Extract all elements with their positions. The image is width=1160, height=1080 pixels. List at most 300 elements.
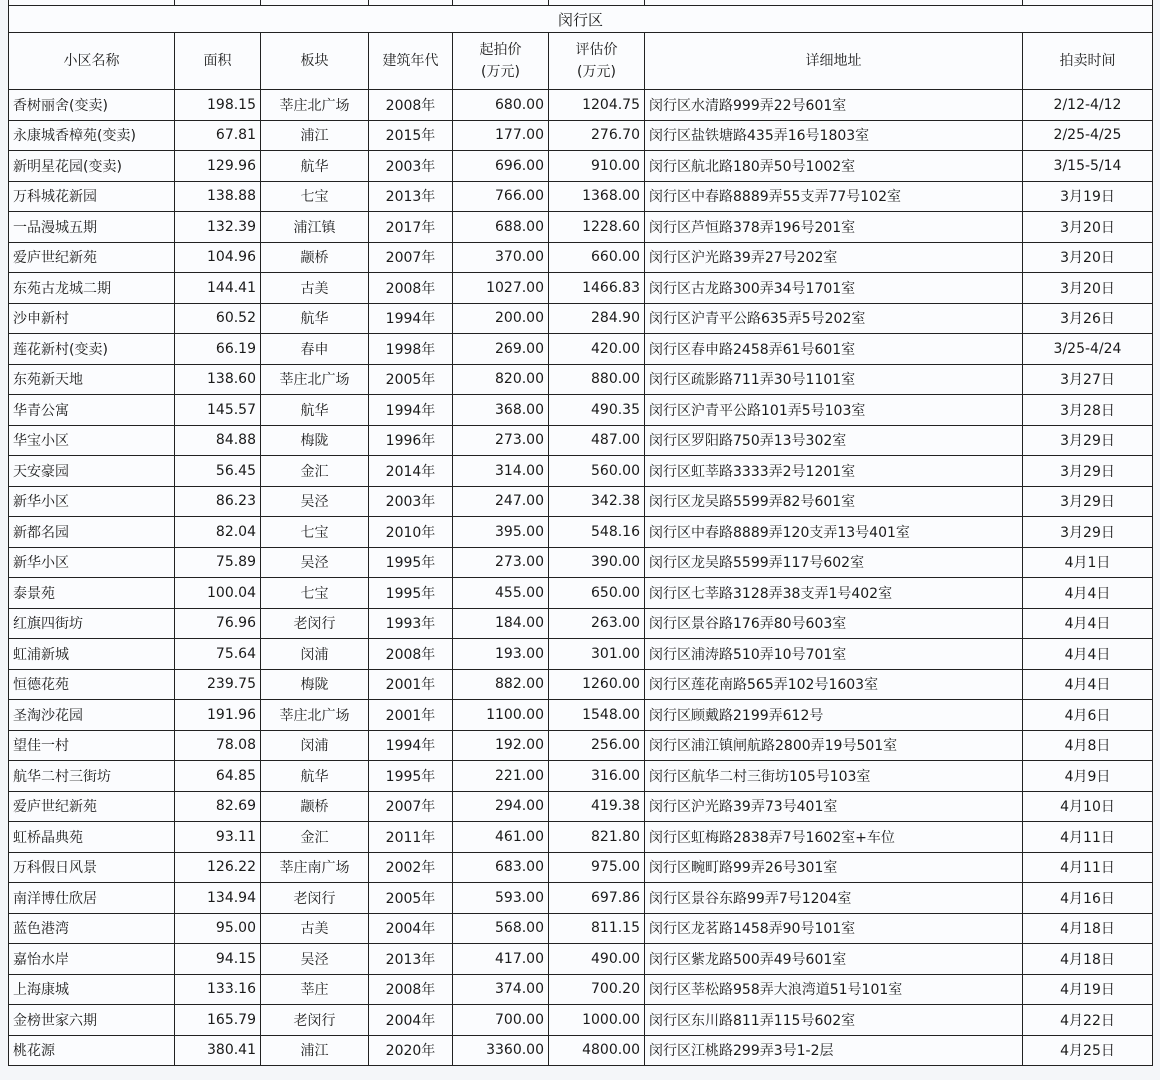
- cell-auction-time: 3月29日: [1023, 517, 1153, 548]
- cell-sector: 航华: [261, 151, 369, 182]
- cell-start-price: 688.00: [453, 212, 549, 243]
- table-row: [9, 456, 1153, 487]
- cell-auction-time: 3月29日: [1023, 456, 1153, 487]
- cell-start-price: 374.00: [453, 974, 549, 1005]
- cell-year: 1994年: [369, 303, 453, 334]
- cell-sector: 闵浦: [261, 730, 369, 761]
- cell-year: 2003年: [369, 486, 453, 517]
- cell-year: 2010年: [369, 517, 453, 548]
- table-row: [9, 1035, 1153, 1066]
- cell-start-price: 882.00: [453, 669, 549, 700]
- cell-eval-price: 1260.00: [549, 669, 645, 700]
- cell-sector: 老闵行: [261, 883, 369, 914]
- cell-auction-time: 3月20日: [1023, 242, 1153, 273]
- cell-name: 恒德花苑: [9, 669, 175, 700]
- table-row: [9, 242, 1153, 273]
- cell-area: 133.16: [175, 974, 261, 1005]
- cell-eval-price: 419.38: [549, 791, 645, 822]
- cell-address: 闵行区中春路8889弄55支弄77号102室: [645, 181, 1023, 212]
- table-row: [9, 791, 1153, 822]
- cell-start-price: 273.00: [453, 425, 549, 456]
- cell-address: 闵行区疏影路711弄30号1101室: [645, 364, 1023, 395]
- cell-address: 闵行区虹莘路3333弄2号1201室: [645, 456, 1023, 487]
- cell-area: 198.15: [175, 90, 261, 121]
- cell-name: 爱庐世纪新苑: [9, 242, 175, 273]
- cell-area: 75.64: [175, 639, 261, 670]
- cell-address: 闵行区莲花南路565弄102号1603室: [645, 669, 1023, 700]
- district-title-row: [9, 6, 1153, 33]
- cell-auction-time: 3月20日: [1023, 273, 1153, 304]
- table-row: [9, 1005, 1153, 1036]
- cell-name: 华宝小区: [9, 425, 175, 456]
- cell-sector: 七宝: [261, 517, 369, 548]
- cell-eval-price: 660.00: [549, 242, 645, 273]
- cell-year: 2014年: [369, 456, 453, 487]
- cell-sector: 浦江镇: [261, 212, 369, 243]
- cell-address: 闵行区中春路8889弄120支弄13号401室: [645, 517, 1023, 548]
- cell-area: 82.69: [175, 791, 261, 822]
- cell-auction-time: 4月11日: [1023, 822, 1153, 853]
- cell-name: 一品漫城五期: [9, 212, 175, 243]
- cell-start-price: 766.00: [453, 181, 549, 212]
- cell-sector: 航华: [261, 761, 369, 792]
- cell-year: 1995年: [369, 761, 453, 792]
- table-row: [9, 608, 1153, 639]
- cell-name: 爱庐世纪新苑: [9, 791, 175, 822]
- table-row: [9, 425, 1153, 456]
- cell-name: 沙申新村: [9, 303, 175, 334]
- cell-name: 新华小区: [9, 547, 175, 578]
- cell-auction-time: 4月4日: [1023, 669, 1153, 700]
- cell-address: 闵行区畹町路99弄26号301室: [645, 852, 1023, 883]
- header-area: 面积: [175, 33, 261, 90]
- cell-eval-price: 490.35: [549, 395, 645, 426]
- cell-start-price: 273.00: [453, 547, 549, 578]
- cell-year: 2013年: [369, 944, 453, 975]
- cell-name: 莲花新村(变卖): [9, 334, 175, 365]
- cell-area: 134.94: [175, 883, 261, 914]
- cell-eval-price: 316.00: [549, 761, 645, 792]
- header-eval-price-line2: (万元): [577, 64, 616, 80]
- header-auction-time: 拍卖时间: [1023, 33, 1153, 90]
- cell-name: 万科城花新园: [9, 181, 175, 212]
- cell-sector: 古美: [261, 913, 369, 944]
- cell-address: 闵行区龙吴路5599弄117号602室: [645, 547, 1023, 578]
- cell-eval-price: 548.16: [549, 517, 645, 548]
- cell-year: 1993年: [369, 608, 453, 639]
- cell-address: 闵行区罗阳路750弄13号302室: [645, 425, 1023, 456]
- cell-sector: 吴泾: [261, 944, 369, 975]
- cell-year: 2005年: [369, 364, 453, 395]
- cell-auction-time: 4月22日: [1023, 1005, 1153, 1036]
- cell-area: 144.41: [175, 273, 261, 304]
- cell-address: 闵行区龙吴路5599弄82号601室: [645, 486, 1023, 517]
- cell-sector: 莘庄南广场: [261, 852, 369, 883]
- cell-eval-price: 821.80: [549, 822, 645, 853]
- cell-name: 永康城香樟苑(变卖): [9, 120, 175, 151]
- cell-sector: 莘庄北广场: [261, 364, 369, 395]
- cell-start-price: 1100.00: [453, 700, 549, 731]
- cell-sector: 吴泾: [261, 547, 369, 578]
- cell-address: 闵行区景谷东路99弄7号1204室: [645, 883, 1023, 914]
- cell-address: 闵行区东川路811弄115号602室: [645, 1005, 1023, 1036]
- cell-name: 蓝色港湾: [9, 913, 175, 944]
- cell-year: 2015年: [369, 120, 453, 151]
- cell-area: 64.85: [175, 761, 261, 792]
- cell-name: 上海康城: [9, 974, 175, 1005]
- header-eval-price: [549, 33, 645, 90]
- cell-year: 2008年: [369, 90, 453, 121]
- cell-name: 天安豪园: [9, 456, 175, 487]
- cell-area: 138.60: [175, 364, 261, 395]
- cell-start-price: 247.00: [453, 486, 549, 517]
- cell-auction-time: 4月6日: [1023, 700, 1153, 731]
- cell-address: 闵行区顾戴路2199弄612号: [645, 700, 1023, 731]
- cell-year: 2017年: [369, 212, 453, 243]
- cell-year: 2002年: [369, 852, 453, 883]
- cell-auction-time: 3/15-5/14: [1023, 151, 1153, 182]
- cell-start-price: 568.00: [453, 913, 549, 944]
- cell-address: 闵行区古龙路300弄34号1701室: [645, 273, 1023, 304]
- cell-sector: 金汇: [261, 456, 369, 487]
- cell-start-price: 370.00: [453, 242, 549, 273]
- cell-eval-price: 276.70: [549, 120, 645, 151]
- header-address: 详细地址: [645, 33, 1023, 90]
- table-row: [9, 547, 1153, 578]
- header-start-price: [453, 33, 549, 90]
- cell-name: 虹浦新城: [9, 639, 175, 670]
- cell-sector: 浦江: [261, 1035, 369, 1066]
- cell-auction-time: 4月19日: [1023, 974, 1153, 1005]
- cell-auction-time: 4月11日: [1023, 852, 1153, 883]
- cell-name: 万科假日风景: [9, 852, 175, 883]
- cell-name: 圣淘沙花园: [9, 700, 175, 731]
- cell-sector: 莘庄: [261, 974, 369, 1005]
- cell-start-price: 417.00: [453, 944, 549, 975]
- cell-address: 闵行区浦江镇闸航路2800弄19号501室: [645, 730, 1023, 761]
- cell-eval-price: 560.00: [549, 456, 645, 487]
- table-row: [9, 974, 1153, 1005]
- auction-listing-sheet: [8, 0, 1152, 1066]
- cell-year: 1994年: [369, 395, 453, 426]
- cell-auction-time: 4月1日: [1023, 547, 1153, 578]
- table-row: [9, 578, 1153, 609]
- cell-year: 1998年: [369, 334, 453, 365]
- cell-start-price: 177.00: [453, 120, 549, 151]
- cell-start-price: 184.00: [453, 608, 549, 639]
- cell-address: 闵行区沪青平公路635弄5号202室: [645, 303, 1023, 334]
- cell-auction-time: 2/25-4/25: [1023, 120, 1153, 151]
- cell-year: 1995年: [369, 578, 453, 609]
- cell-eval-price: 301.00: [549, 639, 645, 670]
- table-row: [9, 639, 1153, 670]
- table-row: [9, 151, 1153, 182]
- table-row: [9, 852, 1153, 883]
- cell-area: 239.75: [175, 669, 261, 700]
- table-row: [9, 334, 1153, 365]
- cell-auction-time: 4月9日: [1023, 761, 1153, 792]
- cell-auction-time: 3月19日: [1023, 181, 1153, 212]
- cell-start-price: 395.00: [453, 517, 549, 548]
- cell-area: 380.41: [175, 1035, 261, 1066]
- cell-start-price: 683.00: [453, 852, 549, 883]
- header-year: 建筑年代: [369, 33, 453, 90]
- cell-area: 165.79: [175, 1005, 261, 1036]
- cell-name: 新明星花园(变卖): [9, 151, 175, 182]
- cell-eval-price: 910.00: [549, 151, 645, 182]
- auction-table: [8, 0, 1153, 1066]
- cell-start-price: 696.00: [453, 151, 549, 182]
- header-start-price-line1: 起拍价: [479, 42, 522, 58]
- table-header-row: [9, 33, 1153, 90]
- cell-start-price: 269.00: [453, 334, 549, 365]
- cell-address: 闵行区龙茗路1458弄90号101室: [645, 913, 1023, 944]
- cell-auction-time: 4月8日: [1023, 730, 1153, 761]
- cell-address: 闵行区景谷路176弄80号603室: [645, 608, 1023, 639]
- cell-auction-time: 4月25日: [1023, 1035, 1153, 1066]
- cell-area: 93.11: [175, 822, 261, 853]
- cell-eval-price: 390.00: [549, 547, 645, 578]
- cell-area: 94.15: [175, 944, 261, 975]
- cell-eval-price: 697.86: [549, 883, 645, 914]
- cell-area: 66.19: [175, 334, 261, 365]
- cell-sector: 七宝: [261, 181, 369, 212]
- table-row: [9, 181, 1153, 212]
- cell-year: 2008年: [369, 639, 453, 670]
- cell-name: 南洋博仕欣居: [9, 883, 175, 914]
- cell-year: 2011年: [369, 822, 453, 853]
- cell-start-price: 200.00: [453, 303, 549, 334]
- cell-start-price: 455.00: [453, 578, 549, 609]
- cell-name: 新华小区: [9, 486, 175, 517]
- cell-sector: 吴泾: [261, 486, 369, 517]
- cell-auction-time: 4月18日: [1023, 913, 1153, 944]
- cell-eval-price: 650.00: [549, 578, 645, 609]
- cell-eval-price: 490.00: [549, 944, 645, 975]
- cell-start-price: 820.00: [453, 364, 549, 395]
- cell-address: 闵行区航华二村三街坊105号103室: [645, 761, 1023, 792]
- cell-sector: 颛桥: [261, 242, 369, 273]
- cell-name: 华青公寓: [9, 395, 175, 426]
- cell-area: 67.81: [175, 120, 261, 151]
- cell-area: 129.96: [175, 151, 261, 182]
- cell-address: 闵行区莘松路958弄大浪湾道51号101室: [645, 974, 1023, 1005]
- cell-eval-price: 700.20: [549, 974, 645, 1005]
- table-row: [9, 913, 1153, 944]
- cell-eval-price: 256.00: [549, 730, 645, 761]
- cell-year: 2003年: [369, 151, 453, 182]
- table-row: [9, 761, 1153, 792]
- cell-sector: 浦江: [261, 120, 369, 151]
- cell-eval-price: 1228.60: [549, 212, 645, 243]
- cell-address: 闵行区水清路999弄22号601室: [645, 90, 1023, 121]
- cell-address: 闵行区春申路2458弄61号601室: [645, 334, 1023, 365]
- cell-eval-price: 1000.00: [549, 1005, 645, 1036]
- cell-start-price: 680.00: [453, 90, 549, 121]
- cell-start-price: 461.00: [453, 822, 549, 853]
- cell-year: 2005年: [369, 883, 453, 914]
- cell-year: 2001年: [369, 669, 453, 700]
- cell-auction-time: 3月29日: [1023, 486, 1153, 517]
- cell-area: 95.00: [175, 913, 261, 944]
- header-start-price-line2: (万元): [481, 64, 520, 80]
- cell-year: 2007年: [369, 791, 453, 822]
- cell-auction-time: 4月18日: [1023, 944, 1153, 975]
- cell-address: 闵行区虹梅路2838弄7号1602室+车位: [645, 822, 1023, 853]
- cell-start-price: 368.00: [453, 395, 549, 426]
- cell-name: 东苑古龙城二期: [9, 273, 175, 304]
- cell-year: 2007年: [369, 242, 453, 273]
- cell-auction-time: 3月28日: [1023, 395, 1153, 426]
- cell-year: 2008年: [369, 974, 453, 1005]
- cell-eval-price: 284.90: [549, 303, 645, 334]
- cell-name: 望佳一村: [9, 730, 175, 761]
- table-row: [9, 730, 1153, 761]
- cell-area: 76.96: [175, 608, 261, 639]
- table-row: [9, 395, 1153, 426]
- cell-sector: 古美: [261, 273, 369, 304]
- cell-eval-price: 342.38: [549, 486, 645, 517]
- cell-area: 132.39: [175, 212, 261, 243]
- cell-name: 泰景苑: [9, 578, 175, 609]
- cell-eval-price: 1368.00: [549, 181, 645, 212]
- table-row: [9, 303, 1153, 334]
- cell-auction-time: 4月16日: [1023, 883, 1153, 914]
- cell-auction-time: 2/12-4/12: [1023, 90, 1153, 121]
- cell-start-price: 192.00: [453, 730, 549, 761]
- cell-sector: 航华: [261, 303, 369, 334]
- cell-eval-price: 263.00: [549, 608, 645, 639]
- cell-sector: 航华: [261, 395, 369, 426]
- cell-year: 2001年: [369, 700, 453, 731]
- cell-auction-time: 4月4日: [1023, 578, 1153, 609]
- cell-name: 新都名园: [9, 517, 175, 548]
- cell-year: 1994年: [369, 730, 453, 761]
- cell-area: 138.88: [175, 181, 261, 212]
- cell-sector: 梅陇: [261, 669, 369, 700]
- cell-year: 2008年: [369, 273, 453, 304]
- cell-year: 2020年: [369, 1035, 453, 1066]
- table-row: [9, 822, 1153, 853]
- cell-start-price: 193.00: [453, 639, 549, 670]
- cell-sector: 老闵行: [261, 608, 369, 639]
- header-eval-price-line1: 评估价: [575, 42, 618, 58]
- cell-year: 1995年: [369, 547, 453, 578]
- table-row: [9, 90, 1153, 121]
- cell-auction-time: 3月20日: [1023, 212, 1153, 243]
- table-row: [9, 212, 1153, 243]
- cell-start-price: 1027.00: [453, 273, 549, 304]
- table-row: [9, 944, 1153, 975]
- cell-area: 75.89: [175, 547, 261, 578]
- table-row: [9, 517, 1153, 548]
- cell-year: 2004年: [369, 1005, 453, 1036]
- cell-auction-time: 3月26日: [1023, 303, 1153, 334]
- cell-auction-time: 3月27日: [1023, 364, 1153, 395]
- cell-name: 虹桥晶典苑: [9, 822, 175, 853]
- cell-address: 闵行区航北路180弄50号1002室: [645, 151, 1023, 182]
- cell-eval-price: 811.15: [549, 913, 645, 944]
- cell-start-price: 221.00: [453, 761, 549, 792]
- cell-name: 香树丽舍(变卖): [9, 90, 175, 121]
- district-title: 闵行区: [9, 6, 1153, 33]
- cell-area: 84.88: [175, 425, 261, 456]
- cell-address: 闵行区沪光路39弄27号202室: [645, 242, 1023, 273]
- cell-eval-price: 4800.00: [549, 1035, 645, 1066]
- cell-eval-price: 1204.75: [549, 90, 645, 121]
- cell-address: 闵行区紫龙路500弄49号601室: [645, 944, 1023, 975]
- table-row: [9, 364, 1153, 395]
- table-row: [9, 700, 1153, 731]
- cell-area: 86.23: [175, 486, 261, 517]
- cell-start-price: 3360.00: [453, 1035, 549, 1066]
- cell-start-price: 700.00: [453, 1005, 549, 1036]
- cell-area: 126.22: [175, 852, 261, 883]
- cell-address: 闵行区江桃路299弄3号1-2层: [645, 1035, 1023, 1066]
- cell-name: 桃花源: [9, 1035, 175, 1066]
- header-sector: 板块: [261, 33, 369, 90]
- cell-area: 56.45: [175, 456, 261, 487]
- cell-sector: 颛桥: [261, 791, 369, 822]
- cell-year: 1996年: [369, 425, 453, 456]
- cell-name: 航华二村三街坊: [9, 761, 175, 792]
- cell-year: 2004年: [369, 913, 453, 944]
- cell-area: 60.52: [175, 303, 261, 334]
- cell-auction-time: 4月4日: [1023, 608, 1153, 639]
- cell-auction-time: 4月4日: [1023, 639, 1153, 670]
- table-row: [9, 669, 1153, 700]
- cell-name: 金榜世家六期: [9, 1005, 175, 1036]
- cell-auction-time: 4月10日: [1023, 791, 1153, 822]
- cell-eval-price: 420.00: [549, 334, 645, 365]
- cell-address: 闵行区盐铁塘路435弄16号1803室: [645, 120, 1023, 151]
- table-row: [9, 883, 1153, 914]
- cell-sector: 七宝: [261, 578, 369, 609]
- cell-address: 闵行区沪青平公路101弄5号103室: [645, 395, 1023, 426]
- table-row: [9, 120, 1153, 151]
- cell-sector: 金汇: [261, 822, 369, 853]
- cell-eval-price: 880.00: [549, 364, 645, 395]
- cell-auction-time: 3/25-4/24: [1023, 334, 1153, 365]
- cell-area: 82.04: [175, 517, 261, 548]
- cell-address: 闵行区浦涛路510弄10号701室: [645, 639, 1023, 670]
- cell-sector: 梅陇: [261, 425, 369, 456]
- cell-eval-price: 975.00: [549, 852, 645, 883]
- cell-area: 191.96: [175, 700, 261, 731]
- cell-name: 红旗四街坊: [9, 608, 175, 639]
- cell-area: 104.96: [175, 242, 261, 273]
- table-row: [9, 486, 1153, 517]
- cell-sector: 莘庄北广场: [261, 700, 369, 731]
- cell-start-price: 294.00: [453, 791, 549, 822]
- cell-eval-price: 1466.83: [549, 273, 645, 304]
- cell-year: 2013年: [369, 181, 453, 212]
- cell-address: 闵行区沪光路39弄73号401室: [645, 791, 1023, 822]
- cell-start-price: 314.00: [453, 456, 549, 487]
- cell-auction-time: 3月29日: [1023, 425, 1153, 456]
- cell-sector: 莘庄北广场: [261, 90, 369, 121]
- cell-area: 145.57: [175, 395, 261, 426]
- header-name: 小区名称: [9, 33, 175, 90]
- cell-name: 东苑新天地: [9, 364, 175, 395]
- cell-address: 闵行区七莘路3128弄38支弄1号402室: [645, 578, 1023, 609]
- cell-sector: 闵浦: [261, 639, 369, 670]
- table-row: [9, 273, 1153, 304]
- cell-eval-price: 1548.00: [549, 700, 645, 731]
- cell-name: 嘉怡水岸: [9, 944, 175, 975]
- cell-eval-price: 487.00: [549, 425, 645, 456]
- cell-address: 闵行区芦恒路378弄196号201室: [645, 212, 1023, 243]
